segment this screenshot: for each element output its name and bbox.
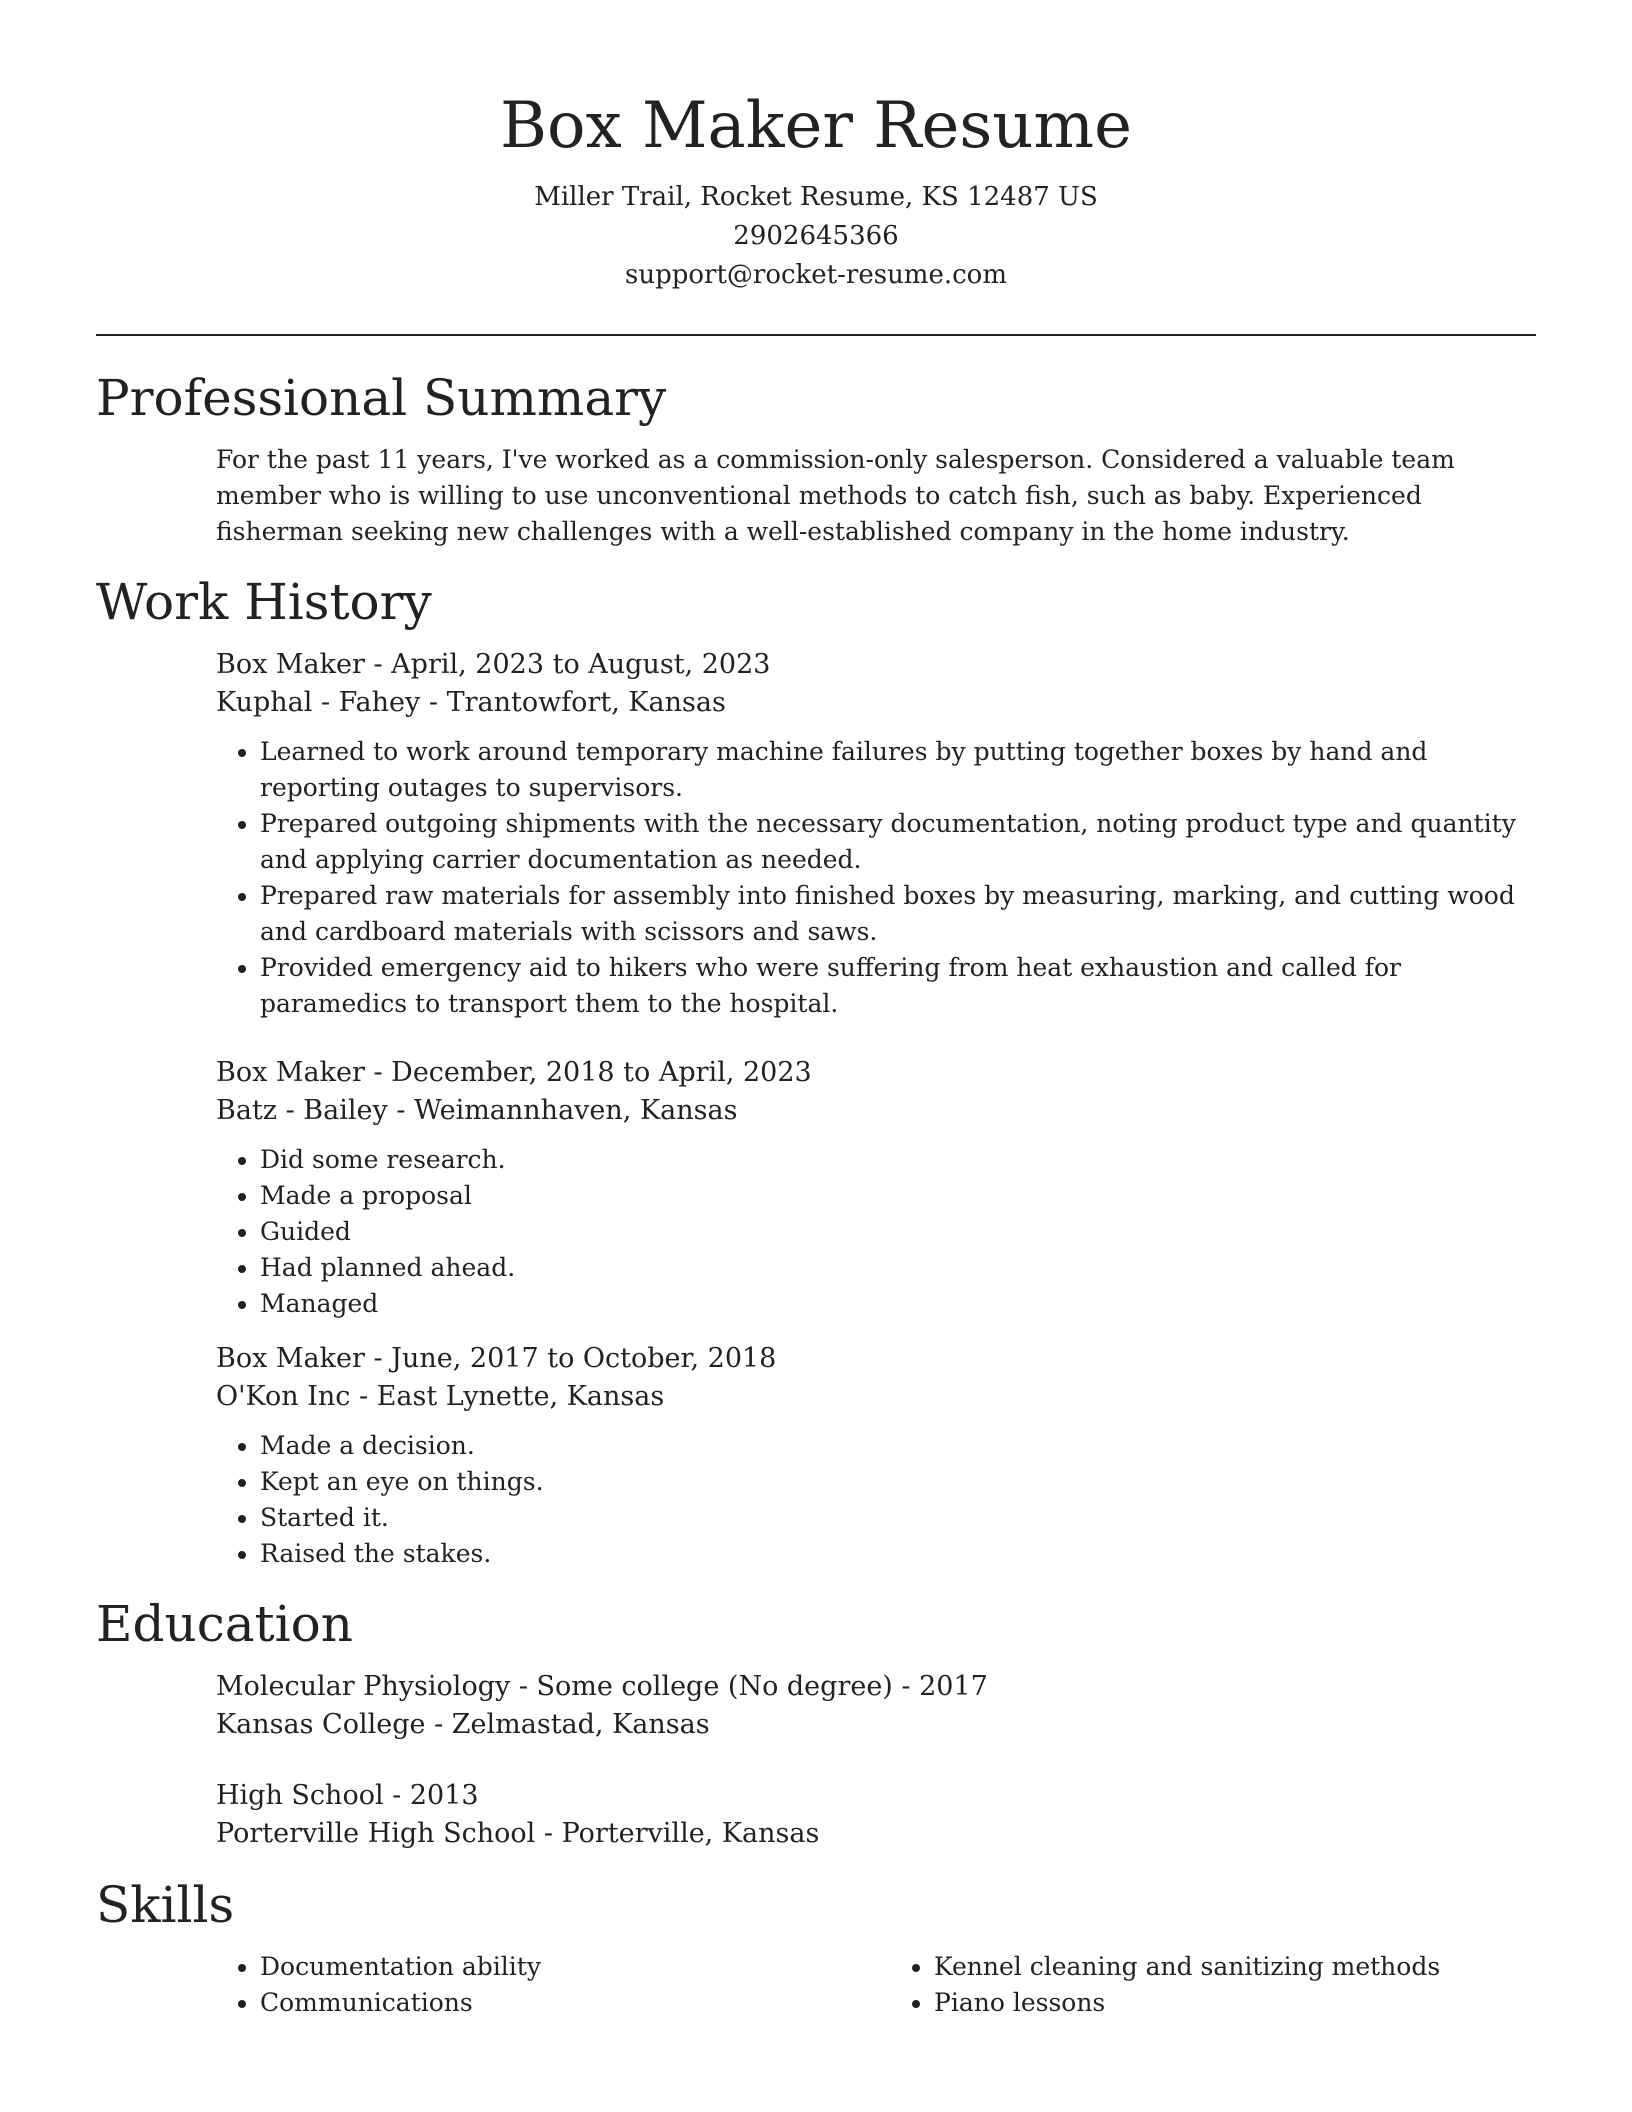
skills-section (96, 1875, 1536, 2021)
job-title: Box Maker - December, 2018 to April, 2023 (216, 1057, 812, 1088)
contact-address: Miller Trail, Rocket Resume, KS 12487 US (534, 182, 1098, 212)
education-location: - Zelmastad, Kansas (425, 1709, 710, 1740)
job-entry (216, 646, 1524, 1022)
skills-list-left (216, 1949, 850, 2021)
job-entry (216, 1340, 1524, 1572)
summary-section (96, 368, 1536, 550)
resume-name: Box Maker Resume (500, 89, 1132, 163)
contact-email: support@rocket-resume.com (624, 260, 1007, 290)
education-school: Porterville High School (216, 1818, 536, 1849)
summary-heading: Professional Summary (96, 369, 667, 427)
job-title: Box Maker - April, 2023 to August, 2023 (216, 649, 771, 680)
education-section (96, 1594, 1536, 1853)
education-degree: Molecular Physiology - Some college (No degree) - 2017 (216, 1671, 988, 1702)
header-divider (96, 334, 1536, 336)
skills-list-right (890, 1949, 1524, 2021)
skill-item: • Piano lessons (934, 1985, 1524, 2021)
list-item: • Raised the stakes. (260, 1536, 1524, 1572)
list-item: • Had planned ahead. (260, 1250, 1524, 1286)
job-entry (216, 1054, 1524, 1322)
skill-item: • Documentation ability (260, 1949, 850, 1985)
skill-item: • Kennel cleaning and sanitizing methods (934, 1949, 1524, 1985)
list-item: • Prepared raw materials for assembly into finished boxes by measuring, marking, and cutting wood and cardboard materials with scissors and saws. (260, 878, 1524, 950)
job-employer-line (216, 1092, 1524, 1130)
list-item: • Provided emergency aid to hikers who were suffering from heat exhaustion and called for paramedics to transport them to the hospital. (260, 950, 1524, 1022)
list-item: • Guided (260, 1214, 1524, 1250)
summary-text: For the past 11 years, I've worked as a commission-only salesperson. Considered a valuable team member who is willing to use unconventional methods to catch fish, such as baby. Experienced fisherman seeking new challenges with a well-established company in the home industry. (216, 445, 1455, 546)
education-entry (216, 1777, 1524, 1853)
resume-page (96, 0, 1536, 2021)
list-item: • Kept an eye on things. (260, 1464, 1524, 1500)
job-employer-line (216, 684, 1524, 722)
job-employer: Batz - Bailey (216, 1095, 388, 1126)
resume-header (96, 0, 1536, 295)
job-title: Box Maker - June, 2017 to October, 2018 (216, 1343, 777, 1374)
contact-phone: 2902645366 (733, 221, 899, 251)
list-item: • Made a decision. (260, 1428, 1524, 1464)
job-location: - Trantowfort, Kansas (420, 687, 726, 718)
work-history-section (96, 572, 1536, 1572)
job-location: - East Lynette, Kansas (350, 1381, 665, 1412)
list-item: • Did some research. (260, 1142, 1524, 1178)
skill-item: • Communications (260, 1985, 850, 2021)
contact-info (96, 178, 1536, 295)
job-employer: O'Kon Inc (216, 1381, 351, 1412)
skills-grid (216, 1949, 1524, 2021)
job-bullets (216, 1142, 1524, 1322)
list-item: • Prepared outgoing shipments with the necessary documentation, noting product type and quantity and applying carrier documentation as needed. (260, 806, 1524, 878)
skills-heading: Skills (96, 1876, 235, 1934)
education-degree: High School - 2013 (216, 1780, 479, 1811)
education-school: Kansas College (216, 1709, 426, 1740)
work-history-heading: Work History (96, 573, 432, 631)
job-bullets (216, 734, 1524, 1022)
job-bullets (216, 1428, 1524, 1572)
list-item: • Made a proposal (260, 1178, 1524, 1214)
education-school-line (216, 1815, 1524, 1853)
education-heading: Education (96, 1595, 353, 1653)
education-entry (216, 1668, 1524, 1744)
education-school-line (216, 1706, 1524, 1744)
job-employer: Kuphal - Fahey (216, 687, 421, 718)
job-employer-line (216, 1378, 1524, 1416)
education-location: - Porterville, Kansas (535, 1818, 820, 1849)
list-item: • Learned to work around temporary machine failures by putting together boxes by hand and reporting outages to supervisors. (260, 734, 1524, 806)
list-item: • Started it. (260, 1500, 1524, 1536)
job-location: - Weimannhaven, Kansas (387, 1095, 738, 1126)
list-item: • Managed (260, 1286, 1524, 1322)
